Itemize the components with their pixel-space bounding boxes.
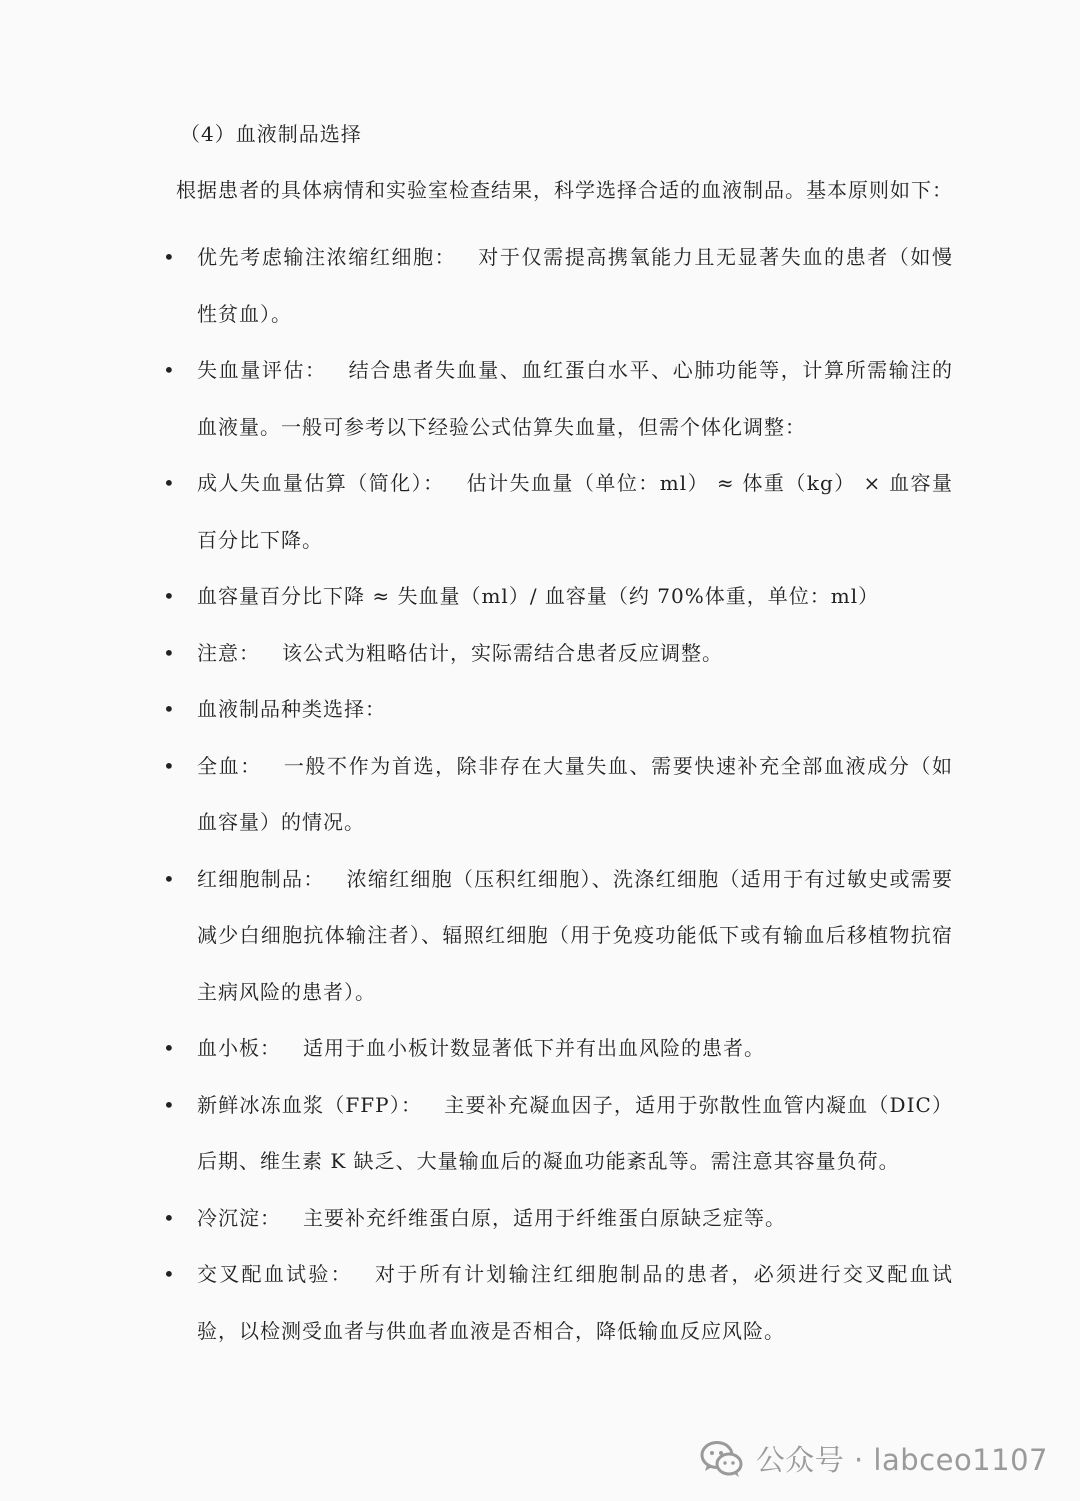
item-text: 浓缩红细胞（压积红细胞）、洗涤红细胞（适用于有过敏史或需要减少白细胞抗体输注者）、辐照红细胞（用于免疫功能低下或有输血后移植物抗宿主病风险的患者）。 [197, 866, 954, 1004]
bullet-list [0, 229, 1080, 1359]
bullet-marker: • [163, 697, 176, 721]
item-label: 失血量评估： [197, 358, 327, 382]
list-item [0, 738, 953, 851]
list-item [0, 1020, 953, 1077]
list-item [0, 1077, 953, 1190]
item-label: 血小板： [197, 1036, 281, 1060]
item-label: 优先考虑输注浓缩红细胞： [197, 245, 457, 269]
item-text: 对于仅需提高携氧能力且无显著失血的患者（如慢性贫血）。 [197, 245, 954, 326]
section-heading: （4）血液制品选择 [180, 122, 362, 146]
intro-paragraph: 根据患者的具体病情和实验室检查结果，科学选择合适的血液制品。基本原则如下： [176, 178, 953, 202]
item-text: 主要补充纤维蛋白原，适用于纤维蛋白原缺乏症等。 [303, 1205, 786, 1230]
item-text: 估计失血量（单位：ml） ≈ 体重（kg） × 血容量百分比下降。 [197, 471, 954, 552]
list-item [0, 229, 953, 342]
item-text: 主要补充凝血因子，适用于弥散性血管内凝血（DIC）后期、维生素 K 缺乏、大量输血后的凝血功能紊乱等。需注意其容量负荷。 [197, 1092, 953, 1173]
item-text: 对于所有计划输注红细胞制品的患者，必须进行交叉配血试验，以检测受血者与供血者血液是否相合，降低输血反应风险。 [197, 1262, 953, 1343]
list-item [0, 568, 953, 625]
bullet-marker: • [163, 1036, 176, 1060]
item-label: 交叉配血试验： [197, 1262, 353, 1286]
bullet-marker: • [163, 584, 176, 608]
item-label: 冷沉淀： [197, 1205, 281, 1230]
bullet-marker: • [163, 1092, 176, 1117]
watermark [700, 1438, 1048, 1479]
item-text: 血液制品种类选择： [197, 697, 386, 721]
list-item [0, 681, 953, 738]
bullet-marker: • [163, 753, 176, 778]
list-item [0, 625, 953, 682]
item-label: 红细胞制品： [197, 866, 325, 891]
bullet-marker: • [163, 640, 176, 665]
list-item [0, 342, 953, 455]
item-label: 注意： [197, 640, 260, 665]
item-text: 一般不作为首选，除非存在大量失血、需要快速补充全部血液成分（如血容量）的情况。 [197, 753, 954, 834]
item-text: 该公式为粗略估计，实际需结合患者反应调整。 [282, 640, 723, 665]
wechat-icon [700, 1439, 744, 1479]
bullet-marker: • [163, 866, 176, 891]
bullet-marker: • [163, 245, 176, 269]
watermark-text: 公众号 · labceo1107 [755, 1443, 1048, 1477]
list-item [0, 1190, 953, 1247]
bullet-marker: • [163, 358, 176, 382]
item-label: 全血： [197, 753, 262, 778]
item-text: 血容量百分比下降 ≈ 失血量（ml）/ 血容量（约 70%体重，单位：ml） [197, 584, 880, 608]
list-item [0, 851, 953, 1021]
item-label: 成人失血量估算（简化）： [197, 471, 445, 495]
item-text: 适用于血小板计数显著低下并有出血风险的患者。 [303, 1036, 765, 1060]
bullet-marker: • [163, 471, 176, 495]
list-item [0, 1246, 953, 1359]
item-label: 新鲜冰冻血浆（FFP）： [197, 1092, 423, 1117]
list-item [0, 455, 953, 568]
bullet-marker: • [163, 1205, 176, 1230]
item-text: 结合患者失血量、血红蛋白水平、心肺功能等，计算所需输注的血液量。一般可参考以下经验公式估算失血量，但需个体化调整： [197, 358, 954, 439]
bullet-marker: • [163, 1262, 176, 1286]
